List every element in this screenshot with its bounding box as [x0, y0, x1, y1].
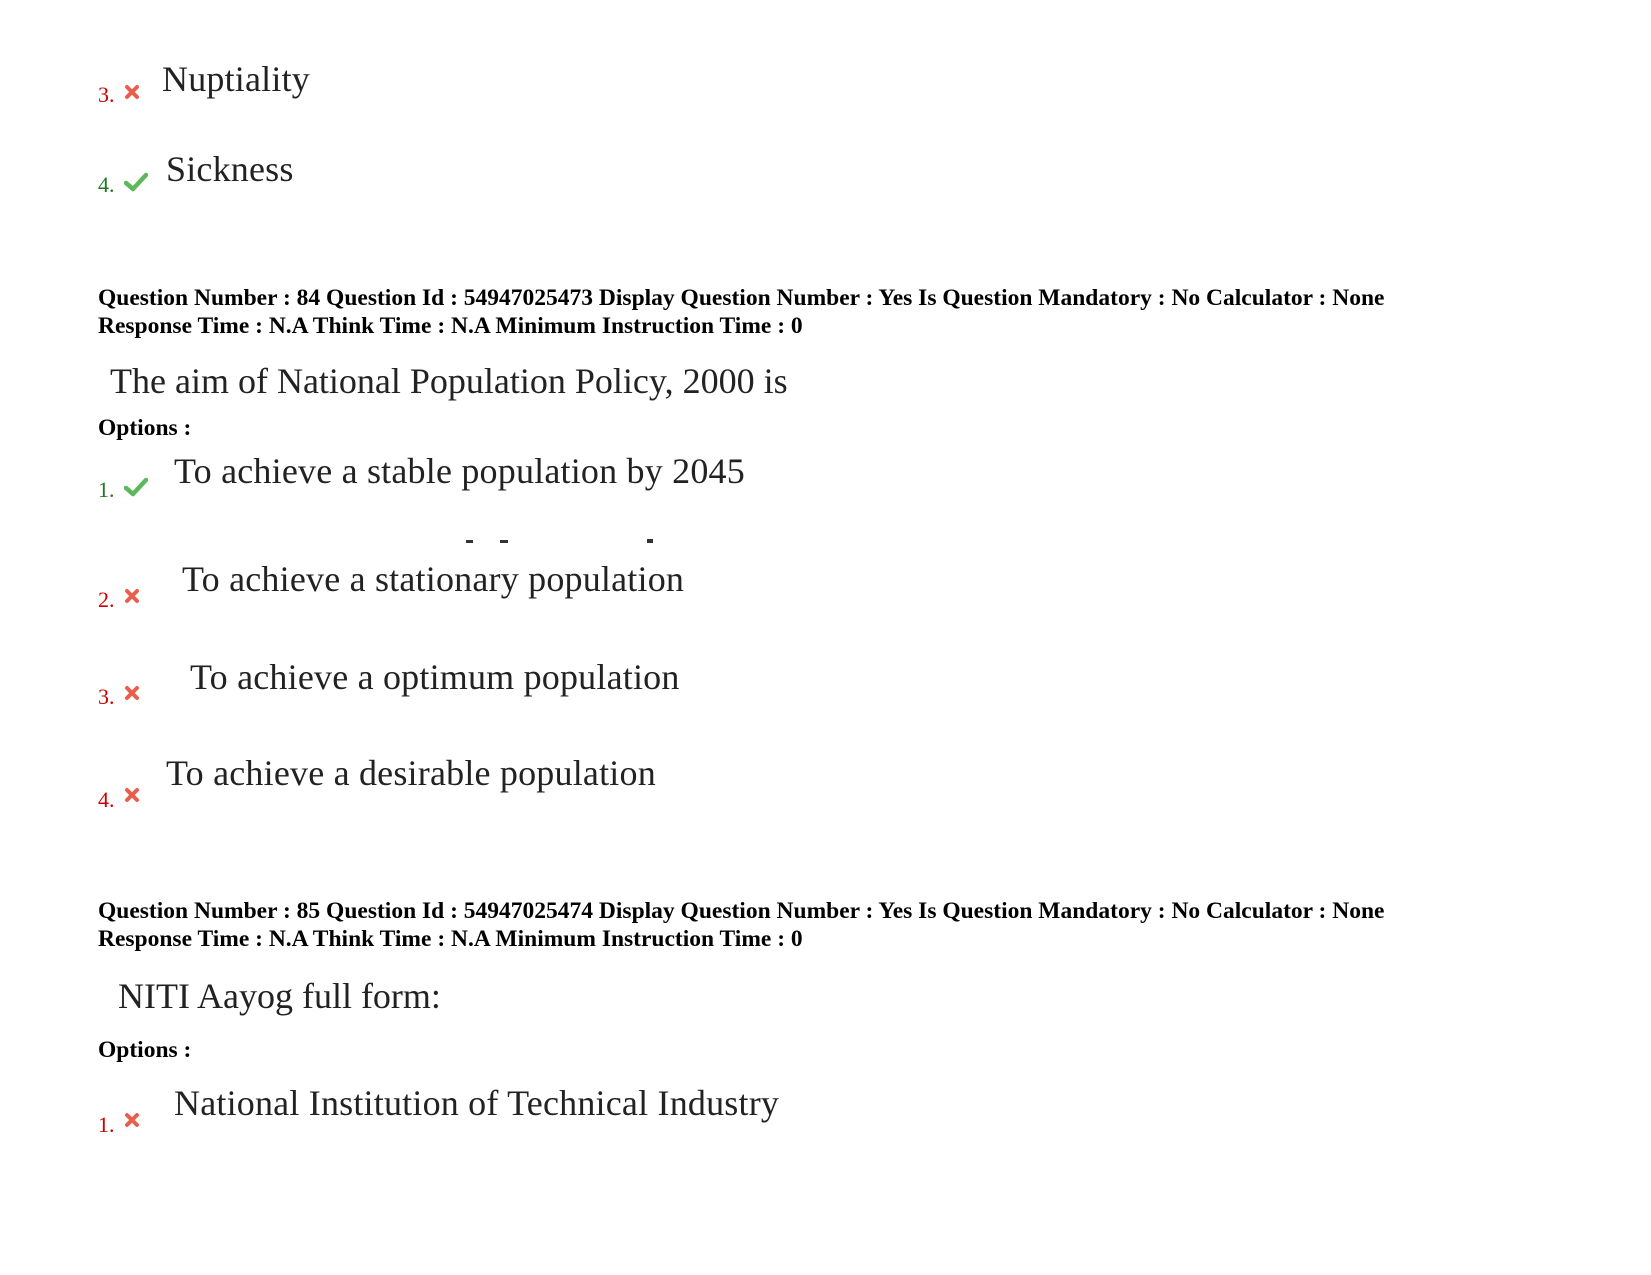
- check-icon: [124, 477, 148, 502]
- check-icon: [124, 172, 148, 197]
- option-number: 3.: [98, 684, 115, 709]
- option-number: 3.: [98, 82, 115, 107]
- option-number: 4.: [98, 172, 115, 197]
- q84-option-4: [98, 754, 998, 814]
- option-number: 2.: [98, 587, 115, 612]
- cross-icon: [124, 685, 140, 706]
- option-text: To achieve a optimum population: [190, 657, 680, 697]
- scan-artifact: [647, 539, 653, 543]
- q84-option-3: [98, 657, 998, 720]
- option-number: 1.: [98, 477, 115, 502]
- scan-artifact: [466, 540, 473, 543]
- cross-icon: [124, 84, 140, 105]
- option-text: To achieve a stable population by 2045: [174, 451, 745, 491]
- question-84-options-label: Options :: [98, 415, 192, 441]
- q84-option-2: [98, 559, 998, 622]
- cross-icon: [124, 588, 140, 609]
- question-85-meta-line1: Question Number : 85 Question Id : 54947025474 Display Question Number : Yes Is Question Mandatory : No Calculator : None: [98, 898, 1385, 924]
- option-text: To achieve a stationary population: [182, 559, 685, 599]
- cross-icon: [124, 787, 140, 808]
- prev-option-3: [98, 60, 998, 120]
- option-number: 4.: [98, 787, 115, 812]
- question-84-text: The aim of National Population Policy, 2000 is: [110, 361, 788, 401]
- option-text: To achieve a desirable population: [166, 753, 656, 793]
- cross-icon: [124, 1112, 140, 1133]
- option-text: Sickness: [166, 149, 294, 189]
- q84-option-1: [98, 450, 998, 510]
- q85-option-1: [98, 1082, 998, 1142]
- question-85-options-label: Options :: [98, 1037, 192, 1063]
- option-text: National Institution of Technical Industry: [174, 1083, 780, 1123]
- question-84-meta-line1: Question Number : 84 Question Id : 54947025473 Display Question Number : Yes Is Question Mandatory : No Calculator : None: [98, 285, 1385, 311]
- question-84-meta-line2: Response Time : N.A Think Time : N.A Minimum Instruction Time : 0: [98, 313, 803, 339]
- question-85-text: NITI Aayog full form:: [118, 976, 441, 1016]
- question-85-meta-line2: Response Time : N.A Think Time : N.A Minimum Instruction Time : 0: [98, 926, 803, 952]
- option-text: Nuptiality: [162, 59, 310, 99]
- scan-artifact: [500, 540, 508, 543]
- prev-option-4: [98, 149, 998, 212]
- option-number: 1.: [98, 1112, 115, 1137]
